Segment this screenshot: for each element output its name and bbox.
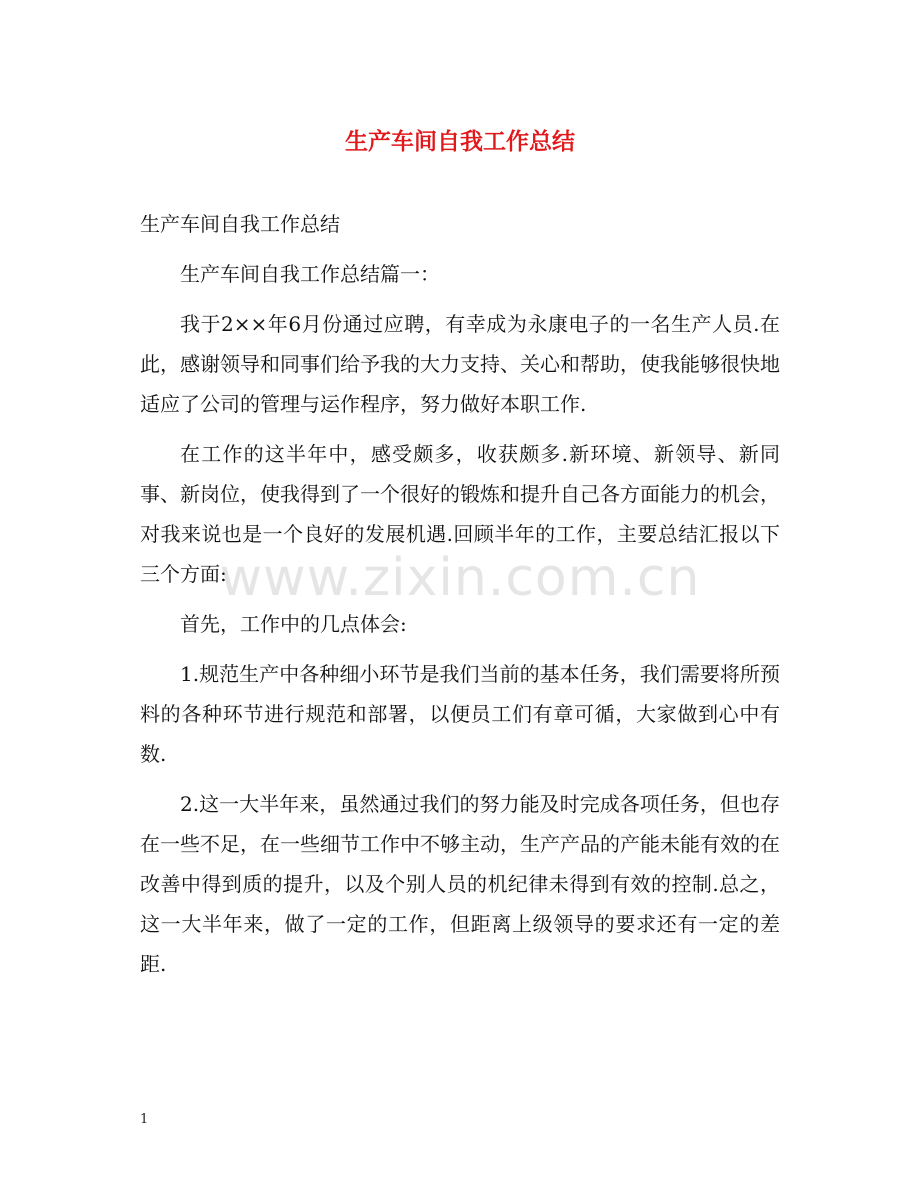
watermark: www.zixin.com.cn [219,548,701,608]
paragraph-heading: 生产车间自我工作总结 [140,212,340,236]
paragraph-list-item: 1.规范生产中各种细小环节是我们当前的基本任务，我们需要将所预料的各种环节进行规范和部署，以便员工们有章可循，大家做到心中有数. [140,662,780,766]
paragraph-list-item: 2.这一大半年来，虽然通过我们的努力能及时完成各项任务，但也存在一些不足，在一些细节工作中不够主动，生产产品的产能未能有效的在改善中得到质的提升，以及个别人员的机纪律未得到有效的控制.总之，这一大半年来，做了一定的工作，但距离上级领导的要求还有一定的差距. [140,792,780,976]
document-body [140,204,780,984]
paragraph: 在工作的这半年中，感受颇多，收获颇多.新环境、新领导、新同事、新岗位，使我得到了一个很好的锻炼和提升自己各方面能力的机会，对我来说也是一个良好的发展机遇.回顾半年的工作，主要总结汇报以下三个方面: [140,442,780,586]
paragraph-subheading: 生产车间自我工作总结篇一： [180,262,440,286]
paragraph: 我于2××年6月份通过应聘，有幸成为永康电子的一名生产人员.在此，感谢领导和同事们给予我的大力支持、关心和帮助，使我能够很快地适应了公司的管理与运作程序，努力做好本职工作. [140,312,780,416]
document-title: 生产车间自我工作总结 [345,128,575,155]
paragraph: 首先，工作中的几点体会: [180,612,407,636]
page-number: 1 [140,1112,149,1127]
